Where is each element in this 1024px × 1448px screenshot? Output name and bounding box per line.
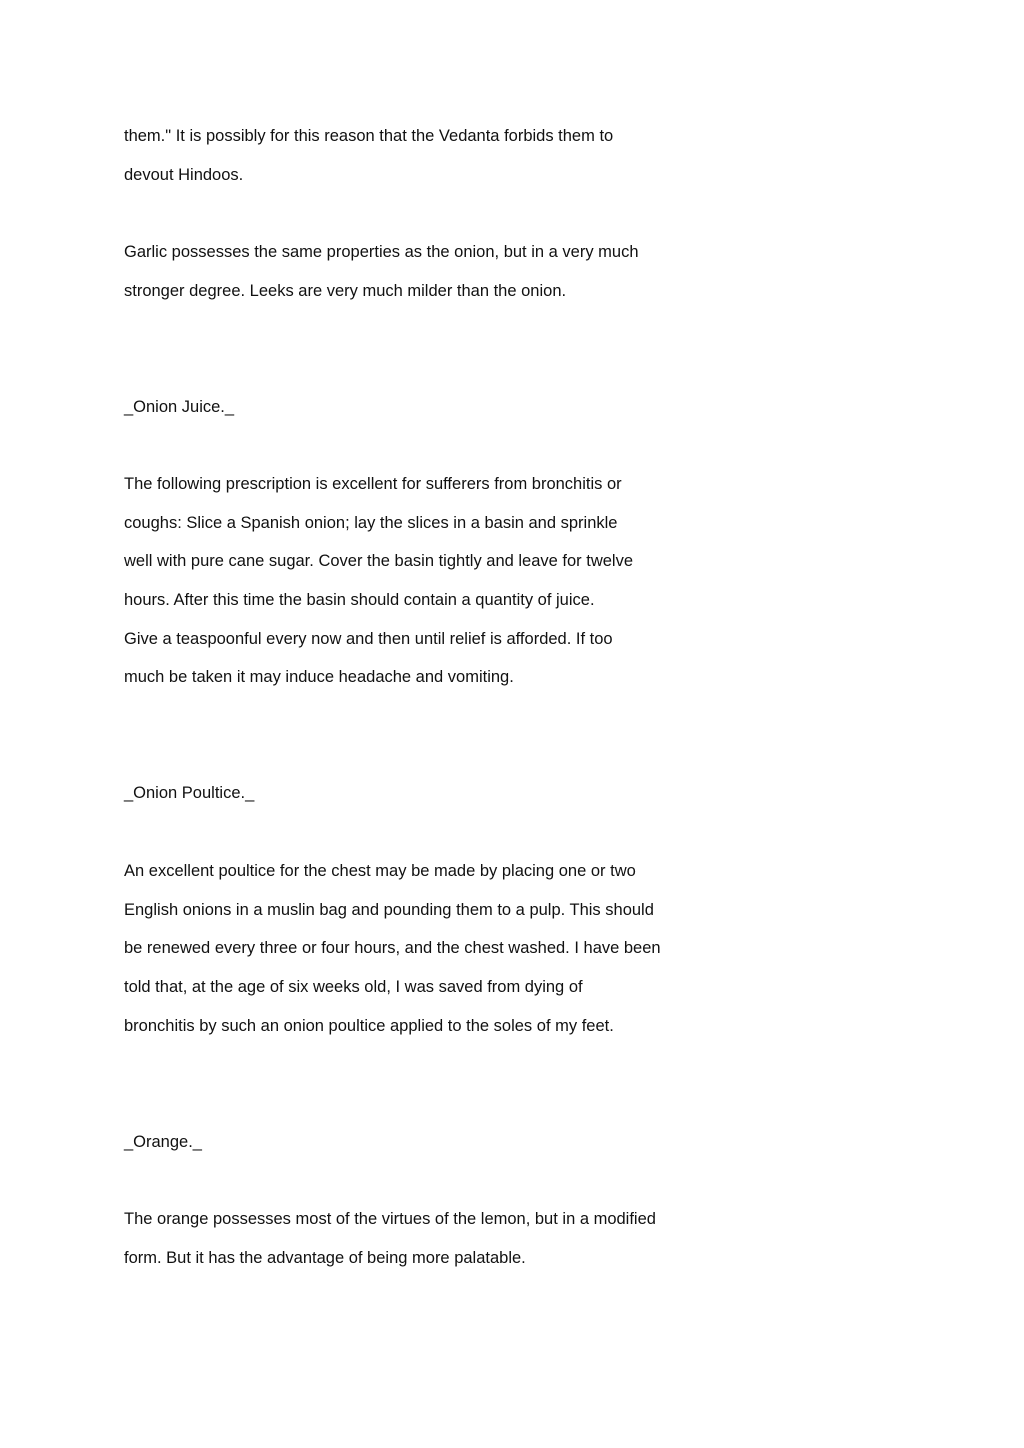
paragraph-line: form. But it has the advantage of being more palatable. <box>124 1249 526 1267</box>
paragraph-line: devout Hindoos. <box>124 166 244 184</box>
paragraph-line: bronchitis by such an onion poultice applied to the soles of my feet. <box>124 1017 614 1035</box>
section-heading: _Orange._ <box>124 1133 202 1151</box>
paragraph-line: hours. After this time the basin should contain a quantity of juice. <box>124 591 595 609</box>
section-heading: _Onion Juice._ <box>124 398 235 416</box>
paragraph-line: Give a teaspoonful every now and then until relief is afforded. If too <box>124 630 613 648</box>
paragraph-line: them." It is possibly for this reason that the Vedanta forbids them to <box>124 127 614 145</box>
paragraph-line: be renewed every three or four hours, and the chest washed. I have been <box>124 939 661 957</box>
paragraph-line: The orange possesses most of the virtues of the lemon, but in a modified <box>124 1210 656 1228</box>
paragraph-line: Garlic possesses the same properties as the onion, but in a very much <box>124 243 639 261</box>
section-heading: _Onion Poultice._ <box>124 784 255 802</box>
paragraph-line: stronger degree. Leeks are very much milder than the onion. <box>124 282 567 300</box>
paragraph-line: coughs: Slice a Spanish onion; lay the slices in a basin and sprinkle <box>124 514 618 532</box>
paragraph-line: well with pure cane sugar. Cover the basin tightly and leave for twelve <box>124 552 634 570</box>
paragraph-line: much be taken it may induce headache and vomiting. <box>124 668 514 686</box>
paragraph-line: told that, at the age of six weeks old, I was saved from dying of <box>124 978 583 996</box>
paragraph-line: The following prescription is excellent for sufferers from bronchitis or <box>124 475 622 493</box>
paragraph-line: English onions in a muslin bag and pounding them to a pulp. This should <box>124 901 654 919</box>
paragraph-line: An excellent poultice for the chest may be made by placing one or two <box>124 862 636 880</box>
